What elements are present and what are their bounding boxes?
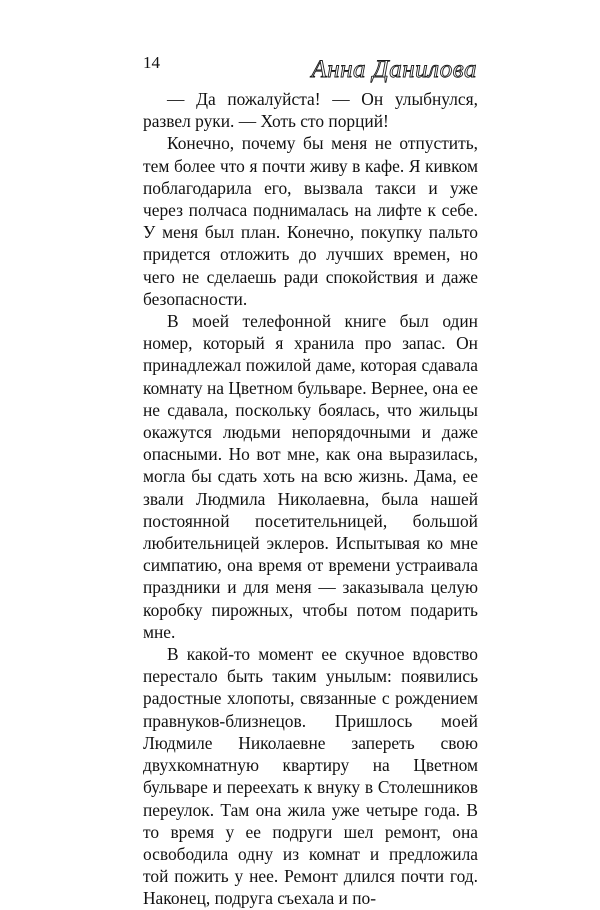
- body-text: [143, 88, 478, 910]
- page-number: 14: [143, 53, 160, 72]
- paragraph: — Да пожалуйста! — Он улыбнулся, развел руки. — Хоть сто порций!: [143, 89, 478, 132]
- paragraph: В моей телефонной книге был один номер, который я хранила про запас. Он принадлежал пожилой даме, которая сдавала комнату на Цветном бульваре. Вернее, она ее не сдавала, поскольку боялась, что жильцы окажутся людьми непорядочными и даже опасными. Но вот мне, как она выразилась, могла бы сдать хоть на всю жизнь. Дама, ее звали Людмила Николаевна, была нашей постоянной посетительницей, большой любительницей эклеров. Испытывая ко мне симпатию, она время от времени устраивала праздники и для меня — заказывала целую коробку пирожных, чтобы потом подарить мне.: [143, 311, 478, 642]
- paragraph: В какой-то момент ее скучное вдовство перестало быть таким унылым: появились радостные хлопоты, связанные с рождением правнуков-близнецов. Пришлось моей Людмиле Николаевне запереть свою двухкомнатную квартиру на Цветном бульваре и переехать к внуку в Столешников переулок. Там она жила уже четыре года. В то время у ее подруги шел ремонт, она освободила одну из комнат и предложила той пожить у нее. Ремонт длился почти год. Наконец, подруга съехала и по-: [143, 644, 478, 909]
- author-name-text: Анна Данилова: [311, 56, 477, 83]
- paragraph: Конечно, почему бы меня не отпустить, тем более что я почти живу в кафе. Я кивком поблагодарила его, вызвала такси и уже через полчаса поднималась на лифте к себе. У меня был план. Конечно, покупку пальто придется отложить до лучших времен, но чего не сделаешь ради спокойствия и даже безопасности.: [143, 133, 478, 309]
- author-name-script: [300, 52, 478, 86]
- running-head-author: [300, 52, 478, 86]
